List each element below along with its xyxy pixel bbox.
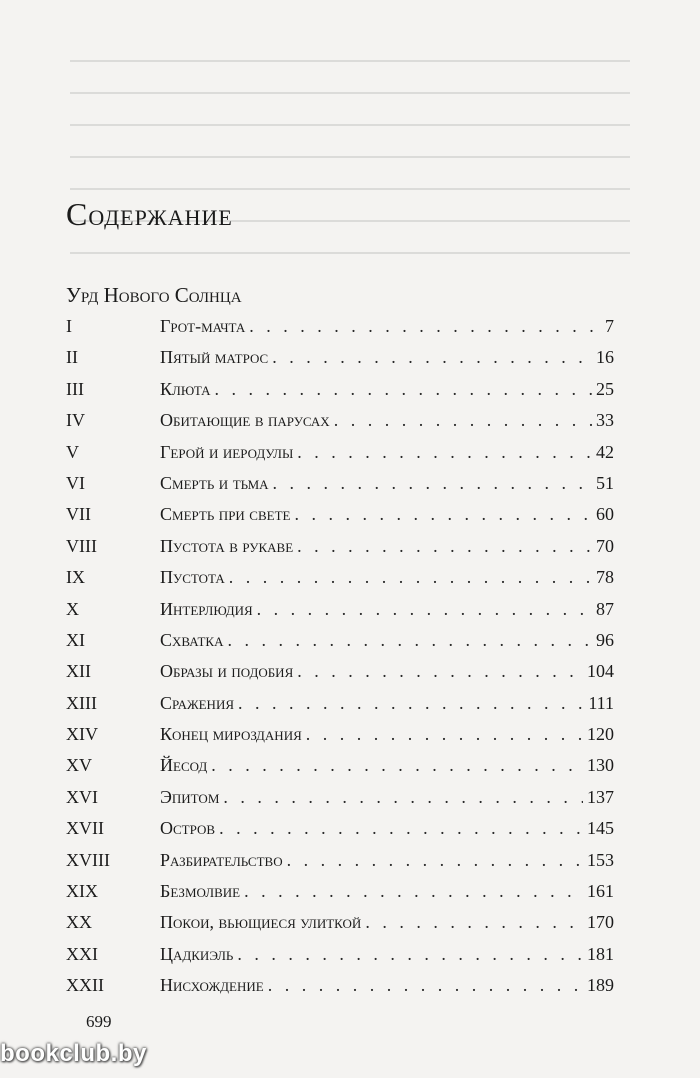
leader-dots	[257, 599, 592, 620]
chapter-number: XVI	[66, 786, 98, 807]
leader-dots	[228, 630, 593, 651]
toc-entry	[66, 567, 614, 598]
chapter-title: Герой и иеродулы	[160, 441, 294, 462]
chapter-number: II	[66, 347, 78, 368]
chapter-title: Эпитом	[160, 786, 220, 807]
chapter-number: VI	[66, 472, 85, 493]
toc-entry	[66, 661, 614, 692]
toc-entry	[66, 881, 614, 912]
leader-dots	[223, 787, 583, 808]
leader-dots	[306, 724, 583, 745]
chapter-page: 42	[596, 441, 614, 462]
chapter-number: IV	[66, 410, 85, 431]
chapter-number: XII	[66, 661, 91, 682]
chapter-page: 33	[596, 410, 614, 431]
chapter-page: 60	[596, 504, 614, 525]
chapter-title: Интерлюдия	[160, 598, 253, 619]
bleed-through-texture	[70, 60, 630, 310]
chapter-number: XVII	[66, 818, 104, 839]
leader-dots	[215, 379, 592, 400]
chapter-title: Безмолвие	[160, 881, 241, 902]
leader-dots	[211, 755, 583, 776]
leader-dots	[297, 661, 583, 682]
toc-entry	[66, 975, 614, 1006]
chapter-page: 78	[596, 567, 614, 588]
chapter-title: Конец мироздания	[160, 724, 302, 745]
toc-entry	[66, 693, 614, 724]
chapter-title: Клюта	[160, 378, 211, 399]
leader-dots	[219, 818, 583, 839]
chapter-page: 104	[587, 661, 614, 682]
chapter-title: Остров	[160, 818, 216, 839]
leader-dots	[249, 316, 601, 337]
chapter-number: XIV	[66, 724, 98, 745]
chapter-title: Нисхождение	[160, 975, 264, 996]
chapter-title: Схватка	[160, 629, 224, 650]
chapter-title: Цадкиэль	[160, 943, 234, 964]
chapter-title: Смерть при свете	[160, 504, 291, 525]
chapter-page: 181	[587, 943, 614, 964]
leader-dots	[229, 567, 592, 588]
chapter-title: Сражения	[160, 692, 234, 713]
leader-dots	[334, 410, 592, 431]
chapter-number: XI	[66, 629, 85, 650]
toc-entry	[66, 379, 614, 410]
chapter-title: Обитающие в парусах	[160, 410, 330, 431]
toc-entry	[66, 347, 614, 378]
toc-entry	[66, 944, 614, 975]
chapter-page: 87	[596, 598, 614, 619]
toc-entry	[66, 316, 614, 347]
leader-dots	[294, 504, 592, 525]
chapter-number: VIII	[66, 535, 97, 556]
leader-dots	[273, 473, 592, 494]
chapter-title: Пустота	[160, 567, 225, 588]
chapter-number: XIX	[66, 881, 98, 902]
leader-dots	[238, 693, 584, 714]
chapter-number: XX	[66, 912, 92, 933]
chapter-title: Пустота в рукаве	[160, 535, 294, 556]
leader-dots	[365, 912, 583, 933]
chapter-page: 145	[587, 818, 614, 839]
toc-entry	[66, 504, 614, 535]
toc-entry	[66, 818, 614, 849]
chapter-number: X	[66, 598, 79, 619]
toc-entry	[66, 787, 614, 818]
chapter-number: V	[66, 441, 79, 462]
chapter-number: XXII	[66, 975, 104, 996]
toc-entry	[66, 912, 614, 943]
leader-dots	[297, 442, 592, 463]
section-title: Урд Нового Солнца	[66, 283, 242, 307]
chapter-title: Образы и подобия	[160, 661, 294, 682]
leader-dots	[244, 881, 583, 902]
chapter-page: 96	[596, 629, 614, 650]
chapter-page: 25	[596, 378, 614, 399]
chapter-page: 16	[596, 347, 614, 368]
page-number: 699	[86, 1012, 112, 1031]
chapter-page: 70	[596, 535, 614, 556]
chapter-number: XV	[66, 755, 92, 776]
chapter-title: Смерть и тьма	[160, 472, 269, 493]
chapter-page: 7	[605, 316, 614, 336]
chapter-page: 153	[587, 849, 614, 870]
toc-entry	[66, 599, 614, 630]
leader-dots	[287, 850, 583, 871]
chapter-page: 161	[587, 881, 614, 902]
chapter-number: IX	[66, 567, 85, 588]
chapter-title: Покои, вьющиеся улиткой	[160, 912, 362, 933]
toc-entry	[66, 410, 614, 441]
chapter-page: 189	[587, 975, 614, 996]
table-of-contents	[66, 316, 614, 1007]
toc-entry	[66, 473, 614, 504]
chapter-number: III	[66, 378, 84, 399]
leader-dots	[237, 944, 583, 965]
chapter-page: 130	[587, 755, 614, 776]
chapter-number: VII	[66, 504, 91, 525]
chapter-number: XVIII	[66, 849, 110, 870]
toc-entry	[66, 850, 614, 881]
chapter-title: Пятый матрос	[160, 347, 269, 368]
chapter-title: Йесод	[160, 755, 208, 776]
watermark-logo: bookclub.by	[0, 1040, 147, 1067]
toc-entry	[66, 536, 614, 567]
leader-dots	[268, 975, 583, 996]
chapter-title: Разбирательство	[160, 849, 283, 870]
toc-entry	[66, 630, 614, 661]
toc-entry	[66, 442, 614, 473]
chapter-page: 51	[596, 472, 614, 493]
page-title: Содержание	[66, 196, 233, 232]
chapter-page: 137	[587, 786, 614, 807]
leader-dots	[272, 347, 592, 368]
chapter-title: Грот-мачта	[160, 316, 246, 336]
chapter-number: XIII	[66, 692, 97, 713]
toc-entry	[66, 724, 614, 755]
chapter-page: 120	[587, 724, 614, 745]
chapter-page: 170	[587, 912, 614, 933]
leader-dots	[297, 536, 592, 557]
chapter-page: 111	[588, 692, 614, 713]
toc-entry	[66, 755, 614, 786]
chapter-number: I	[66, 316, 72, 336]
chapter-number: XXI	[66, 943, 98, 964]
